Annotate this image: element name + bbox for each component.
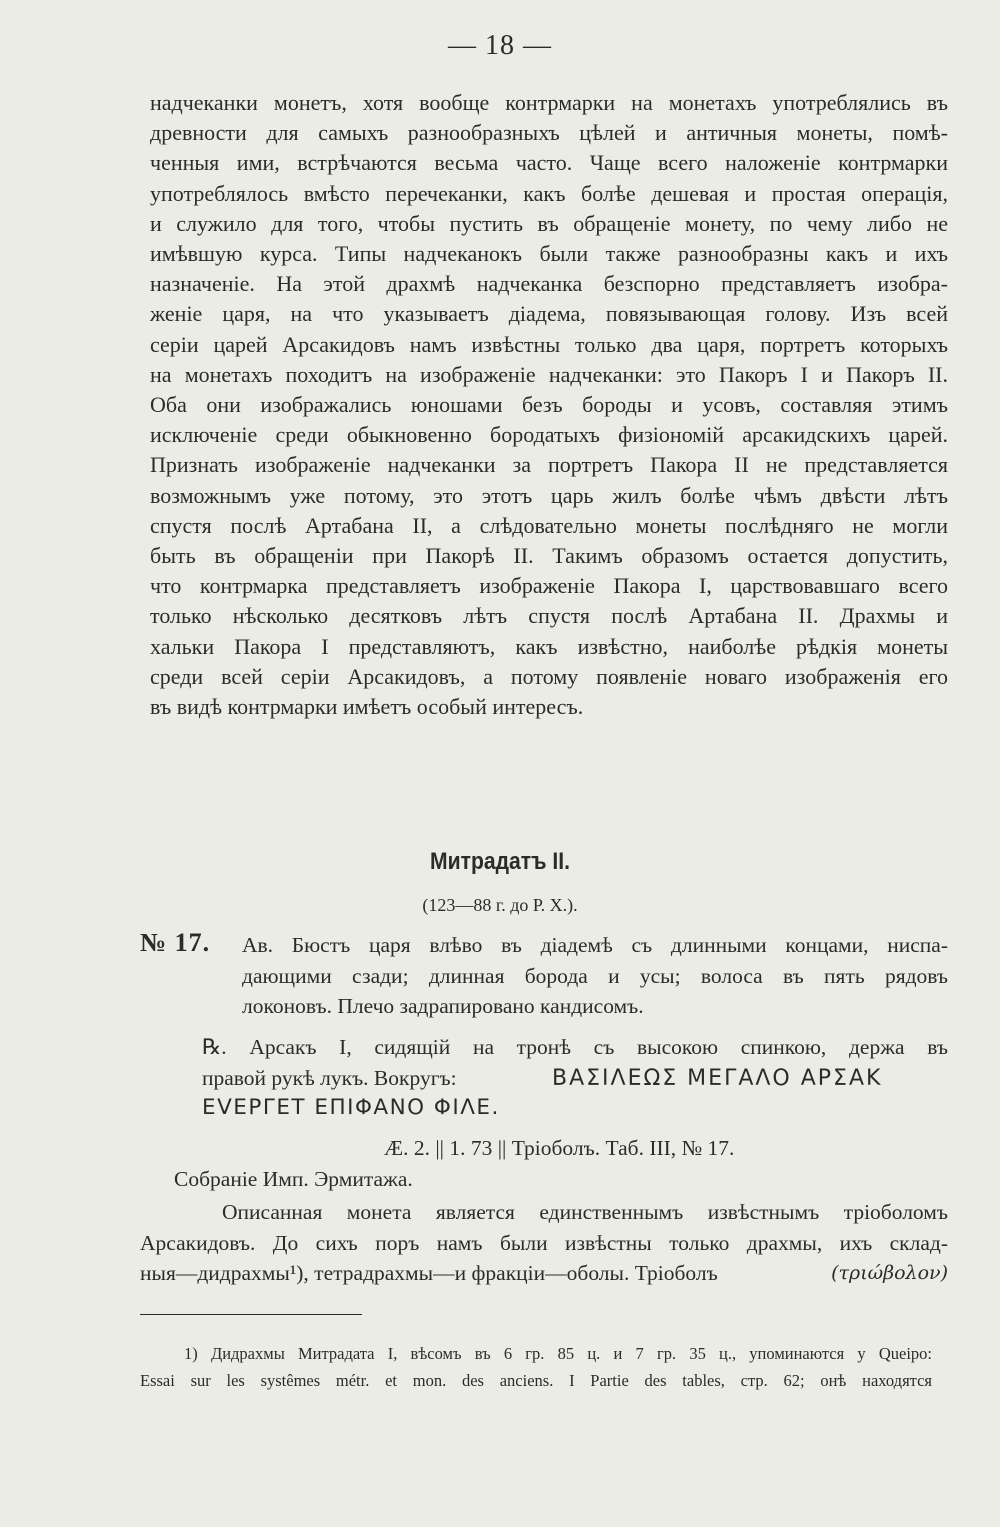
reverse-description [202,1032,948,1124]
text-line: что контрмарка представляетъ изображеніе Пакора I, царствовавшаго всего [150,573,948,599]
text-fragment: ныя—дидрахмы¹), тетрадрахмы—и фракціи—оболы. Тріоболъ [140,1261,718,1285]
text-line: Описанная монета является единственнымъ извѣстнымъ тріоболомъ [222,1200,948,1224]
body-paragraph [150,88,948,722]
text-line: исключеніе среди обыкновенно бородатыхъ физіономій арсакидскихъ царей. [150,422,948,448]
text-line: спустя послѣ Артабана II, а слѣдовательно монеты послѣдняго не могли [150,512,948,538]
text-line: быть въ обращеніи при Пакорѣ II. Такимъ образомъ остается допустить, [150,543,948,569]
text-line: Признать изображеніе надчеканки за портретъ Пакора II не представляется [150,452,948,478]
coin-metrics: Æ. 2. || 1. 73 || Тріоболъ. Таб. III, № 17. [384,1136,735,1160]
text-line: употреблялось вмѣсто перечеканки, какъ болѣе дешевая и простая операція, [150,180,948,206]
footnote-line: 1) Дидрахмы Митрадата I, вѣсомъ въ 6 гр. 85 ц. и 7 гр. 35 ц., упоминаются у Queipo: [184,1344,932,1363]
section-dates: (123—88 г. до Р. Х.). [422,895,578,915]
coin-legend-line1: ΒΑΣΙΛΕΩΣ ΜΕΓΑΛΟ ΑΡΣΑΚ [552,1065,883,1091]
obverse-description [242,930,948,1022]
footnote [140,1340,932,1394]
page-number: — 18 — [448,30,552,61]
reverse-text: правой рукѣ лукъ. Вокругъ: [202,1065,457,1090]
text-line: Арсакидовъ. До сихъ поръ намъ были извѣстны только драхмы, ихъ склад- [140,1230,948,1255]
text-line: локоновъ. Плечо задрапировано кандисомъ. [242,994,644,1018]
text-line: ℞. Арсакъ I, сидящій на тронѣ съ высокою спинкою, держа въ [202,1035,948,1059]
text-line: въ видѣ контрмарки имѣетъ особый интересъ. [150,694,584,720]
text-line: имѣвшую курса. Типы надчеканокъ были также разнообразны какъ и ихъ [150,241,948,267]
text-line: Ав. Бюстъ царя влѣво въ діадемѣ съ длинными концами, ниспа- [242,933,948,957]
text-line: среди всей серіи Арсакидовъ, а потому появленіе новаго изображенія его [150,663,948,689]
text-line: и служило для того, чтобы пустить въ обращеніе монету, по чему либо не [150,210,948,236]
text-line: Оба они изображались юношами безъ бороды и усовъ, составляя этимъ [150,392,948,418]
text-line: возможнымъ уже потому, это этотъ царь жилъ болѣе чѣмъ двѣсти лѣтъ [150,482,948,508]
text-line: хальки Пакора I представляютъ, какъ извѣстно, наиболѣе рѣдкія монеты [150,633,948,659]
coin-legend-line2: ΕVΕΡΓΕΤ ΕΠΙΦΑΝΟ ΦΙΛΕ. [202,1095,500,1120]
text-line: только нѣсколько десятковъ лѣтъ спустя послѣ Артабана II. Драхмы и [150,603,948,629]
text-line: женіе царя, на что указываетъ діадема, повязывающая голову. Изъ всей [150,301,948,327]
footnote-line: Essai sur les systêmes métr. et mon. des anciens. I Partie des tables, стр. 62; онѣ находятся [140,1371,932,1390]
entry-number: № 17. [140,928,211,957]
text-line: надчеканки монетъ, хотя вообще контрмарки на монетахъ употреблялись въ [150,90,948,115]
text-line: древности для самыхъ разнообразныхъ цѣлей и античныя монеты, помѣ- [150,120,948,146]
footnote-divider [140,1314,362,1315]
text-line: на монетахъ походитъ на изображеніе надчеканки: это Пакоръ I и Пакоръ II. [150,361,948,387]
text-line: назначеніе. На этой драхмѣ надчеканка безспорно представляетъ изобра- [150,271,948,297]
text-line [140,1258,948,1289]
text-line [202,1063,948,1094]
text-line: ченныя ими, встрѣчаются весьма часто. Чаще всего наложеніе контрмарки [150,150,948,176]
text-line: серіи царей Арсакидовъ намъ извѣстны только два царя, портретъ которыхъ [150,331,948,357]
commentary-paragraph [140,1197,948,1289]
section-title: Митрадатъ II. [430,848,570,875]
collection-note: Собраніе Имп. Эрмитажа. [174,1167,413,1191]
greek-term: (τριώβολον) [831,1262,948,1284]
text-line: дающими сзади; длинная борода и усы; волоса въ пять рядовъ [242,963,948,988]
